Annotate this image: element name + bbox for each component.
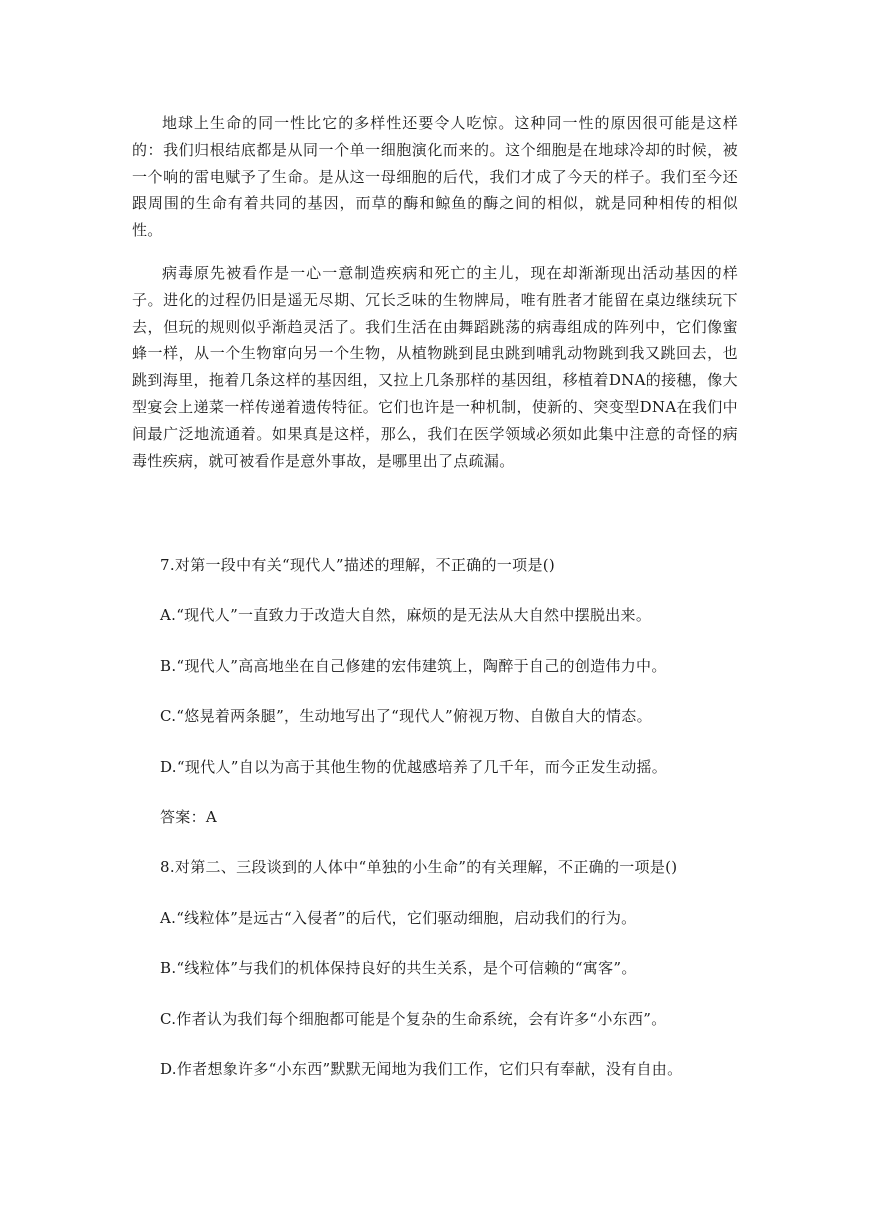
question-7-option-c: C.“悠晃着两条腿”，生动地写出了“现代人”俯视万物、自傲自大的情态。 [160,707,652,725]
question-8-option-b: B.“线粒体”与我们的机体保持良好的共生关系，是个可信赖的“寓客”。 [160,959,637,977]
passage-paragraph-2: 病毒原先被看作是一心一意制造疾病和死亡的主儿，现在却渐渐现出活动基因的样子。进化的过程仍旧是遥无尽期、冗长乏味的生物牌局，唯有胜者才能留在桌边继续玩下去，但玩的规则似乎渐趋灵活了。我们生活在由舞蹈跳荡的病毒组成的阵列中，它们像蜜蜂一样，从一个生物窜向另一个生物，从植物跳到昆虫跳到哺乳动物跳到我又跳回去，也跳到海里，拖着几条这样的基因组，又拉上几条那样的基因组，移植着DNA的接穗，像大型宴会上递菜一样传递着遗传特征。它们也许是一种机制，使新的、突变型DNA在我们中间最广泛地流通着。如果真是这样，那么，我们在医学领域必须如此集中注意的奇怪的病毒性疾病，就可被看作是意外事故，是哪里出了点疏漏。 [132,264,738,470]
passage-paragraph-1: 地球上生命的同一性比它的多样性还要令人吃惊。这种同一性的原因很可能是这样的：我们归根结底都是从同一个单一细胞演化而来的。这个细胞是在地球冷却的时候，被一个响的雷电赋予了生命。是从这一母细胞的后代，我们才成了今天的样子。我们至今还跟周围的生命有着共同的基因，而草的酶和鲸鱼的酶之间的相似，就是同种相传的相似性。 [132,114,738,240]
question-7-option-d: D.“现代人”自以为高于其他生物的优越感培养了几千年，而今正发生动摇。 [160,758,668,776]
question-7-answer: 答案：A [160,808,218,826]
question-8-option-d: D.作者想象许多“小东西”默默无闻地为我们工作，它们只有奉献，没有自由。 [160,1060,683,1078]
question-8-stem: 8.对第二、三段谈到的人体中“单独的小生命”的有关理解，不正确的一项是() [160,858,678,876]
question-7-stem: 7.对第一段中有关“现代人”描述的理解，不正确的一项是() [160,556,556,574]
question-7-option-b: B.“现代人”高高地坐在自己修建的宏伟建筑上，陶醉于自己的创造伟力中。 [160,657,667,675]
question-7-option-a: A.“现代人”一直致力于改造大自然，麻烦的是无法从大自然中摆脱出来。 [160,606,652,624]
question-8-option-a: A.“线粒体”是远古“入侵者”的后代，它们驱动细胞，启动我们的行为。 [160,909,637,927]
question-8-option-c: C.作者认为我们每个细胞都可能是个复杂的生命系统，会有许多“小东西”。 [160,1010,667,1028]
